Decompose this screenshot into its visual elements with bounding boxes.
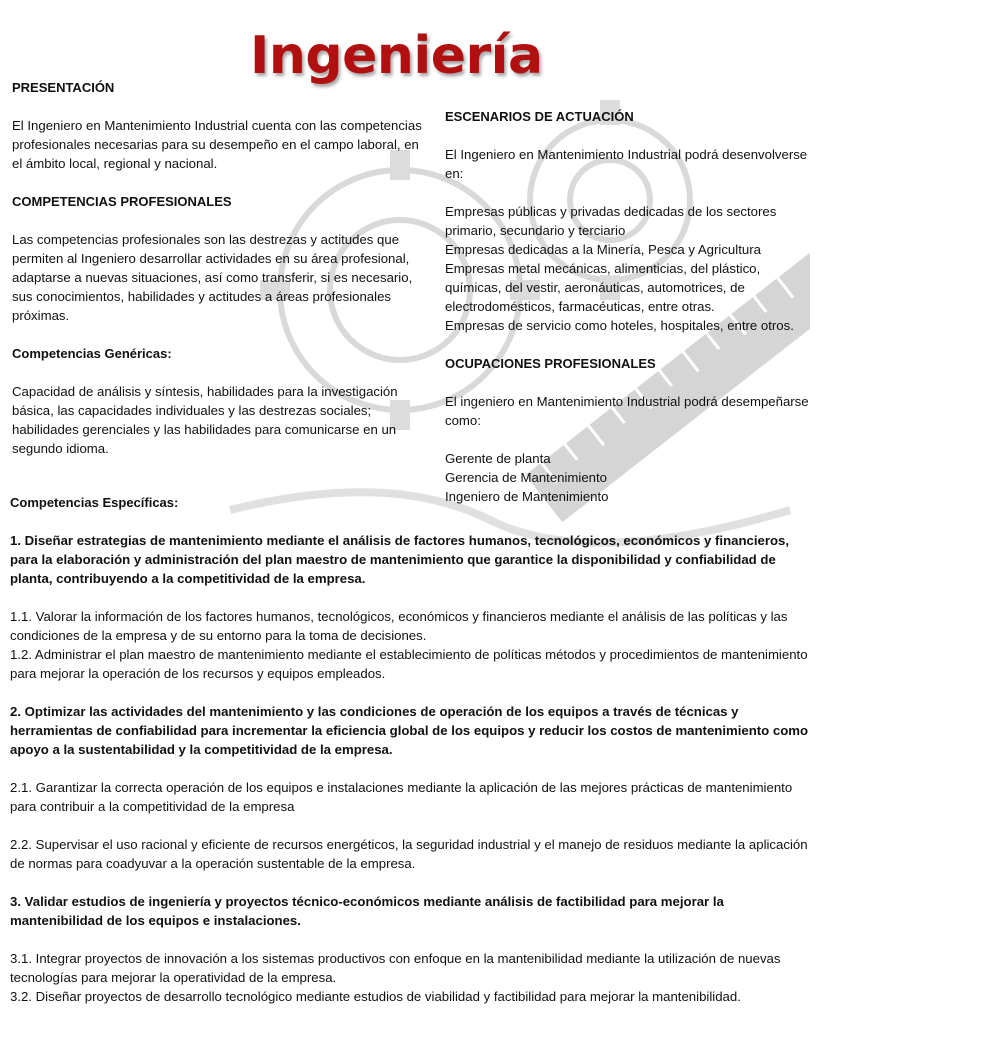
competencia-2-2-block [10, 835, 810, 873]
competencia-1-subs [10, 607, 810, 683]
list-item: Gerente de planta [445, 451, 551, 466]
list-item: Ingeniero de Mantenimiento [445, 489, 609, 504]
competencia-3-1: 3.1. Integrar proyectos de innovación a los sistemas productivos con enfoque en la mantenibilidad mediante la utilización de nuevas tecnologías para mejorar la operatividad de la empresa. [10, 951, 781, 985]
competencias-especificas-section [10, 493, 810, 1025]
competencia-2-1: 2.1. Garantizar la correcta operación de los equipos e instalaciones mediante la aplicación de las mejores prácticas de mantenimiento para contribuir a la competitividad de la empresa [10, 780, 793, 814]
competencias-especificas-heading: Competencias Específicas: [10, 495, 179, 510]
competencia-1-title: 1. Diseñar estrategias de mantenimiento mediante el análisis de factores humanos, tecnológicos, económicos y financieros, para la elaboración y administración del plan maestro de mantenimiento que garantice la disponibilidad y confiabilidad de planta, contribuyendo a la competitividad de la empresa. [10, 533, 790, 586]
escenarios-list [445, 202, 820, 335]
competencia-3-title: 3. Validar estudios de ingeniería y proyectos técnico-económicos mediante análisis de factibilidad para mejorar la mantenibilidad de los equipos e instalaciones. [10, 894, 724, 928]
left-column [12, 78, 427, 477]
competencia-1-1: 1.1. Valorar la información de los factores humanos, tecnológicos, económicos y financieros mediante el análisis de las políticas y las condiciones de la empresa y de su entorno para la toma de decisiones. [10, 609, 788, 643]
competencias-genericas-heading: Competencias Genéricas: [12, 346, 172, 361]
competencia-2-title: 2. Optimizar las actividades del mantenimiento y las condiciones de operación de los equipos a través de técnicas y herramientas de confiabilidad para incrementar la eficiencia global de los equipos y reducir los costos de mantenimiento como apoyo a la sustentabilidad y la competitividad de la empresa. [10, 704, 809, 757]
escenarios-intro: El Ingeniero en Mantenimiento Industrial podrá desenvolverse en: [445, 147, 808, 181]
competencia-2-1-block [10, 778, 810, 816]
competencia-3-subs [10, 949, 810, 1006]
escenarios-heading: ESCENARIOS DE ACTUACIÓN [445, 109, 634, 124]
competencias-profesionales-text: Las competencias profesionales son las destrezas y actitudes que permiten al Ingeniero desarrollar actividades en su área profesional, adaptarse a nuevas situaciones, así como transferir, si es necesario, sus conocimientos, habilidades y actitudes a áreas profesionales próximas. [12, 232, 413, 323]
list-item: Empresas de servicio como hoteles, hospitales, entre otros. [445, 318, 794, 333]
list-item: Empresas dedicadas a la Minería, Pesca y Agricultura [445, 242, 761, 257]
list-item: Gerencia de Mantenimiento [445, 470, 608, 485]
list-item: Empresas públicas y privadas dedicadas de los sectores primario, secundario y terciario [445, 204, 777, 238]
ocupaciones-intro: El ingeniero en Mantenimiento Industrial podrá desempeñarse como: [445, 394, 809, 428]
right-column [445, 107, 820, 506]
ocupaciones-heading: OCUPACIONES PROFESIONALES [445, 356, 656, 371]
page-title: Ingeniería [250, 26, 543, 86]
competencia-1-2: 1.2. Administrar el plan maestro de mantenimiento mediante el establecimiento de políticas métodos y procedimientos de mantenimiento para mejorar la operación de los recursos y equipos empleados. [10, 647, 808, 681]
presentacion-text: El Ingeniero en Mantenimiento Industrial cuenta con las competencias profesionales necesarias para su desempeño en el campo laboral, en el ámbito local, regional y nacional. [12, 118, 422, 171]
competencia-3-2: 3.2. Diseñar proyectos de desarrollo tecnológico mediante estudios de viabilidad y factibilidad para mejorar la mantenibilidad. [10, 989, 741, 1004]
competencia-2-2: 2.2. Supervisar el uso racional y eficiente de recursos energéticos, la seguridad industrial y el manejo de residuos mediante la aplicación de normas para coadyuvar a la operación sustentable de la empresa. [10, 837, 808, 871]
list-item: Empresas metal mecánicas, alimenticias, del plástico, químicas, del vestir, aeronáuticas, automotrices, de electrodomésticos, farmacéuticas, entre otras. [445, 261, 761, 314]
competencias-profesionales-heading: COMPETENCIAS PROFESIONALES [12, 194, 232, 209]
presentacion-heading: PRESENTACIÓN [12, 80, 115, 95]
competencias-genericas-text: Capacidad de análisis y síntesis, habilidades para la investigación básica, las capacidades individuales y las destrezas sociales; habilidades gerenciales y las habilidades para comunicarse en un segundo idioma. [12, 384, 398, 456]
